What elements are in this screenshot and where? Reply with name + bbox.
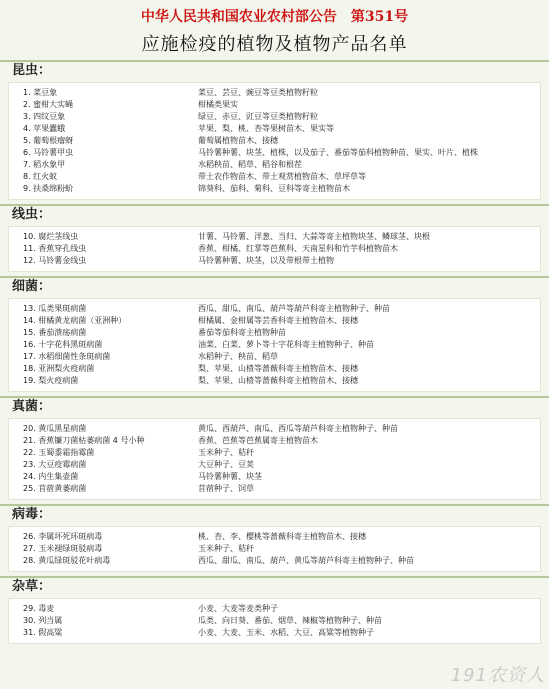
table-row bbox=[9, 555, 540, 567]
host-plants: 大豆种子、豆荚 bbox=[198, 460, 254, 469]
pest-name: 4. 苹果蠹蛾 bbox=[23, 124, 66, 133]
table-row bbox=[9, 339, 540, 351]
pest-name: 21. 香蕉镰刀菌枯萎病菌 4 号小种 bbox=[23, 436, 145, 445]
host-plants: 番茄等茄科寄主植物种苗 bbox=[198, 328, 286, 337]
table-row bbox=[9, 327, 540, 339]
pest-name: 11. 香蕉穿孔线虫 bbox=[23, 244, 87, 253]
host-plants: 柑橘属、金柑属等芸香科寄主植物苗木、接穗 bbox=[198, 316, 358, 325]
pest-name: 24. 内生集壶菌 bbox=[23, 472, 79, 481]
host-plants: 小麦、大麦、玉米、水稻、大豆、高粱等植物种子 bbox=[198, 628, 374, 637]
table-row bbox=[9, 159, 540, 171]
host-plants: 马铃薯种薯、块茎 bbox=[198, 472, 262, 481]
category-section bbox=[0, 504, 549, 572]
document-title: 应施检疫的植物及植物产品名单 bbox=[141, 34, 408, 55]
table-row bbox=[9, 147, 540, 159]
category-title: 昆虫： bbox=[0, 60, 549, 80]
pest-name: 20. 黄瓜黑星病菌 bbox=[23, 424, 87, 433]
pest-table bbox=[8, 598, 541, 644]
header bbox=[0, 0, 549, 60]
host-plants: 苜蓿种子、饲草 bbox=[198, 484, 254, 493]
table-row bbox=[9, 363, 540, 375]
table-row bbox=[9, 543, 540, 555]
category-title: 病毒： bbox=[0, 504, 549, 524]
table-row bbox=[9, 603, 540, 615]
pest-name: 22. 玉蜀黍霜指霉菌 bbox=[23, 448, 95, 457]
pest-name: 18. 亚洲梨火疫病菌 bbox=[23, 364, 95, 373]
category-section bbox=[0, 60, 549, 200]
table-row bbox=[9, 483, 540, 495]
pest-name: 7. 稻水象甲 bbox=[23, 160, 66, 169]
table-row bbox=[9, 423, 540, 435]
category-title: 杂草： bbox=[0, 576, 549, 596]
category-title: 细菌： bbox=[0, 276, 549, 296]
pest-name: 14. 柑橘黄龙病菌（亚洲种） bbox=[23, 316, 127, 325]
table-row bbox=[9, 435, 540, 447]
host-plants: 油菜、白菜、萝卜等十字花科寄主植物种子、种苗 bbox=[198, 340, 374, 349]
pest-name: 9. 扶桑绵粉蚧 bbox=[23, 184, 74, 193]
host-plants: 带土农作物苗木、带土观赏植物苗木、草坪草等 bbox=[198, 172, 366, 181]
category-title: 真菌： bbox=[0, 396, 549, 416]
pest-name: 27. 玉米褪绿斑驳病毒 bbox=[23, 544, 103, 553]
table-row bbox=[9, 255, 540, 267]
pest-name: 16. 十字花科黑斑病菌 bbox=[23, 340, 103, 349]
host-plants: 西瓜、甜瓜、南瓜、葫芦、黄瓜等葫芦科寄主植物种子、种苗 bbox=[198, 556, 414, 565]
host-plants: 西瓜、甜瓜、南瓜、葫芦等葫芦科寄主植物种子、种苗 bbox=[198, 304, 390, 313]
host-plants: 苹果、梨、桃、杏等果树苗木、果实等 bbox=[198, 124, 334, 133]
pest-table bbox=[8, 526, 541, 572]
pest-name: 29. 毒麦 bbox=[23, 604, 55, 613]
pest-name: 30. 列当属 bbox=[23, 616, 63, 625]
pest-name: 26. 李属坏死环斑病毒 bbox=[23, 532, 103, 541]
pest-name: 25. 苜蓿黄萎病菌 bbox=[23, 484, 87, 493]
category-section bbox=[0, 576, 549, 644]
pest-name: 6. 马铃薯甲虫 bbox=[23, 148, 74, 157]
pest-table bbox=[8, 226, 541, 272]
host-plants: 水稻种子、秧苗、稻草 bbox=[198, 352, 278, 361]
table-row bbox=[9, 315, 540, 327]
table-row bbox=[9, 171, 540, 183]
host-plants: 甘薯、马铃薯、洋葱、当归、大蒜等寄主植物块茎、鳞球茎、块根 bbox=[198, 232, 430, 241]
host-plants: 香蕉、柑橘、红掌等芭蕉科、天南星科和竹芋科植物苗木 bbox=[198, 244, 398, 253]
pest-name: 19. 梨火疫病菌 bbox=[23, 376, 79, 385]
table-row bbox=[9, 303, 540, 315]
table-row bbox=[9, 87, 540, 99]
table-row bbox=[9, 183, 540, 195]
pest-name: 12. 马铃薯金线虫 bbox=[23, 256, 87, 265]
pest-name: 31. 假高粱 bbox=[23, 628, 63, 637]
table-row bbox=[9, 627, 540, 639]
pest-name: 2. 蜜柑大实蝇 bbox=[23, 100, 74, 109]
host-plants: 玉米种子、秸秆 bbox=[198, 448, 254, 457]
watermark-logo: 191农资人 bbox=[450, 665, 545, 686]
category-section bbox=[0, 276, 549, 392]
table-row bbox=[9, 615, 540, 627]
pest-table bbox=[8, 82, 541, 200]
host-plants: 葡萄属植物苗木、接穗 bbox=[198, 136, 278, 145]
host-plants: 香蕉、芭蕉等芭蕉属寄主植物苗木 bbox=[198, 436, 318, 445]
table-row bbox=[9, 99, 540, 111]
host-plants: 马铃薯种薯、块茎，以及带根带土植物 bbox=[198, 256, 334, 265]
pest-name: 5. 葡萄根瘤蚜 bbox=[23, 136, 74, 145]
pest-name: 13. 瓜类果斑病菌 bbox=[23, 304, 87, 313]
host-plants: 绿豆、赤豆、豇豆等豆类植物籽粒 bbox=[198, 112, 318, 121]
table-row bbox=[9, 243, 540, 255]
host-plants: 梨、苹果、山楂等蔷薇科寄主植物苗木、接穗 bbox=[198, 376, 358, 385]
host-plants: 桃、杏、李、樱桃等蔷薇科寄主植物苗木、接穗 bbox=[198, 532, 366, 541]
category-section bbox=[0, 396, 549, 500]
host-plants: 菜豆、芸豆、豌豆等豆类植物籽粒 bbox=[198, 88, 318, 97]
pest-name: 10. 腐烂茎线虫 bbox=[23, 232, 79, 241]
host-plants: 水稻秧苗、稻草、稻谷和根茬 bbox=[198, 160, 302, 169]
table-row bbox=[9, 135, 540, 147]
host-plants: 梨、苹果、山楂等蔷薇科寄主植物苗木、接穗 bbox=[198, 364, 358, 373]
table-row bbox=[9, 375, 540, 387]
table-row bbox=[9, 471, 540, 483]
pest-name: 3. 四纹豆象 bbox=[23, 112, 66, 121]
pest-name: 8. 红火蚁 bbox=[23, 172, 58, 181]
announcement-title: 中华人民共和国农业农村部公告 第351号 bbox=[140, 9, 409, 25]
host-plants: 锦葵科、茄科、菊科、豆科等寄主植物苗木 bbox=[198, 184, 350, 193]
pest-name: 28. 黄瓜绿斑驳花叶病毒 bbox=[23, 556, 111, 565]
category-section bbox=[0, 204, 549, 272]
host-plants: 黄瓜、西葫芦、南瓜、西瓜等葫芦科寄主植物种子、种苗 bbox=[198, 424, 398, 433]
host-plants: 小麦、大麦等麦类种子 bbox=[198, 604, 278, 613]
pest-name: 23. 大豆疫霉病菌 bbox=[23, 460, 87, 469]
pest-table bbox=[8, 298, 541, 392]
table-row bbox=[9, 111, 540, 123]
table-row bbox=[9, 351, 540, 363]
table-row bbox=[9, 531, 540, 543]
table-row bbox=[9, 459, 540, 471]
host-plants: 柑橘类果实 bbox=[198, 100, 238, 109]
table-row bbox=[9, 231, 540, 243]
table-row bbox=[9, 447, 540, 459]
host-plants: 马铃薯种薯、块茎、植株，以及茄子、番茄等茄科植物种苗、果实、叶片、植株 bbox=[198, 148, 478, 157]
pest-name: 17. 水稻细菌性条斑病菌 bbox=[23, 352, 111, 361]
host-plants: 瓜类、向日葵、番茄、烟草、辣椒等植物种子、种苗 bbox=[198, 616, 382, 625]
pest-name: 15. 番茄溃疡病菌 bbox=[23, 328, 87, 337]
host-plants: 玉米种子、秸秆 bbox=[198, 544, 254, 553]
table-row bbox=[9, 123, 540, 135]
pest-table bbox=[8, 418, 541, 500]
pest-name: 1. 菜豆象 bbox=[23, 88, 58, 97]
sections-container bbox=[0, 60, 549, 644]
category-title: 线虫： bbox=[0, 204, 549, 224]
